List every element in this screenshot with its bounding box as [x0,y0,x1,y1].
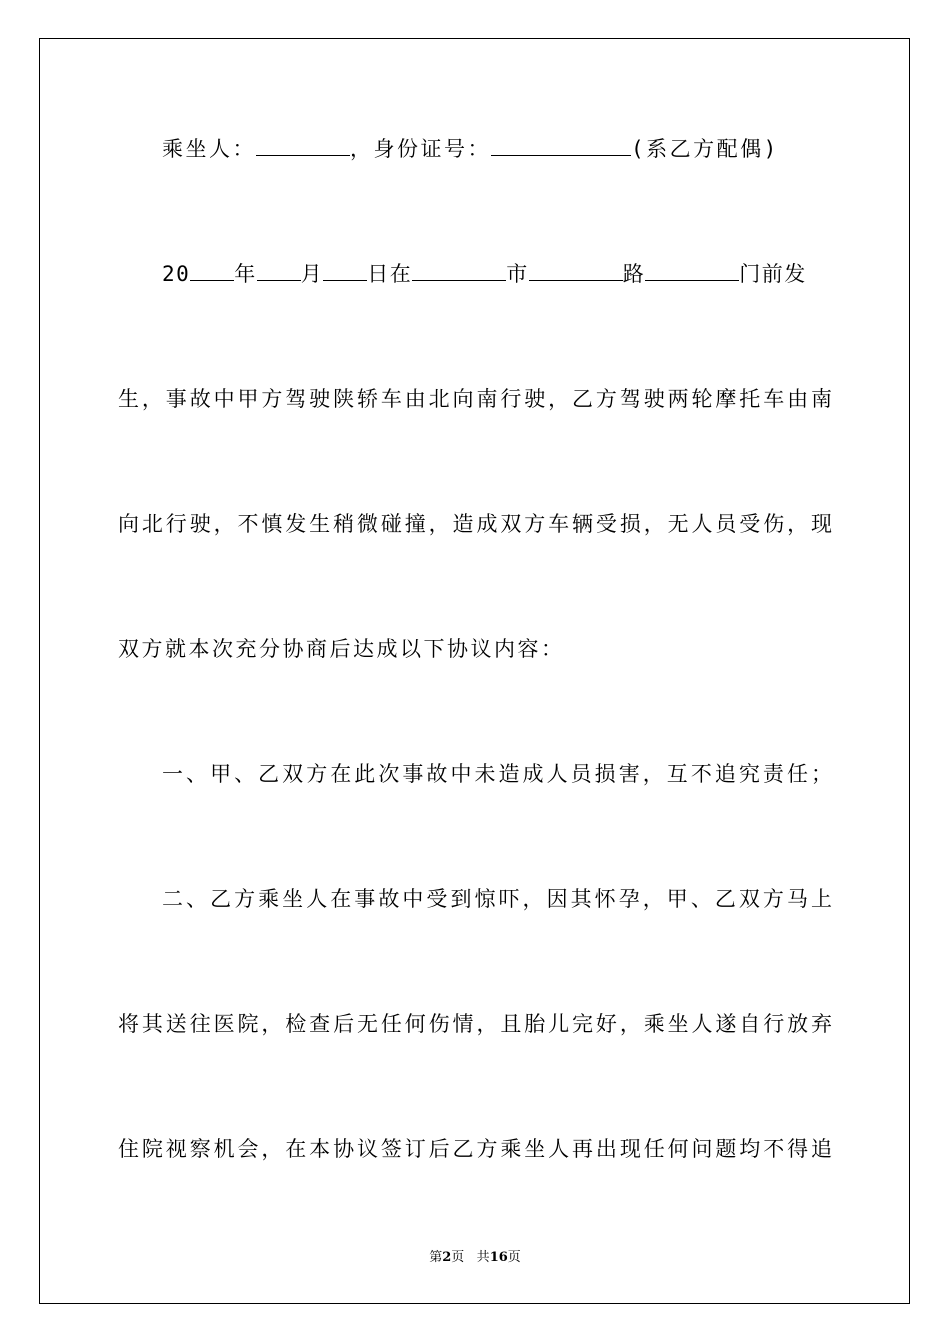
clause-two-line: 将其送往医院，检查后无任何伤情，且胎儿完好，乘坐人遂自行放弃 [118,1012,832,1036]
date-location-line [162,259,832,289]
passenger-line [162,134,832,164]
city-blank [412,260,506,281]
month-label: 月 [300,262,324,286]
page-prefix: 第 [429,1250,443,1265]
gate-blank [645,260,739,281]
clause-two-line: 住院视察机会，在本协议签订后乙方乘坐人再出现任何问题均不得追 [118,1137,832,1161]
gate-label: 门前发 [739,262,807,286]
spouse-note: (系乙方配偶) [631,137,779,161]
passenger-name-blank [256,135,350,156]
clause-one: 一、甲、乙双方在此次事故中未造成人员损害，互不追究责任； [162,762,832,786]
road-blank [529,260,623,281]
page-number: 2 [442,1250,452,1265]
page-footer [0,1246,950,1265]
paragraph-line: 生，事故中甲方驾驶陕轿车由北向南行驶，乙方驾驶两轮摩托车由南 [118,387,832,411]
page-border [39,38,910,1304]
paragraph-line: 向北行驶，不慎发生稍微碰撞，造成双方车辆受损，无人员受伤，现 [118,512,832,536]
clause-two-line: 二、乙方乘坐人在事故中受到惊吓，因其怀孕，甲、乙双方马上 [162,887,832,911]
road-label: 路 [622,262,646,286]
day-label: 日在 [367,262,413,286]
total-prefix: 共 [476,1250,490,1265]
year-blank [190,260,234,281]
total-pages: 16 [489,1250,508,1265]
city-label: 市 [506,262,529,286]
year-prefix: 20 [162,262,191,286]
total-suffix: 页 [507,1250,521,1265]
page-suffix: 页 [451,1250,465,1265]
id-number-label: ，身份证号： [350,137,491,161]
passenger-label: 乘坐人： [162,137,256,161]
month-blank [257,260,301,281]
id-number-blank [491,135,631,156]
day-blank [323,260,367,281]
paragraph-line: 双方就本次充分协商后达成以下协议内容： [118,637,565,661]
year-label: 年 [234,262,257,286]
